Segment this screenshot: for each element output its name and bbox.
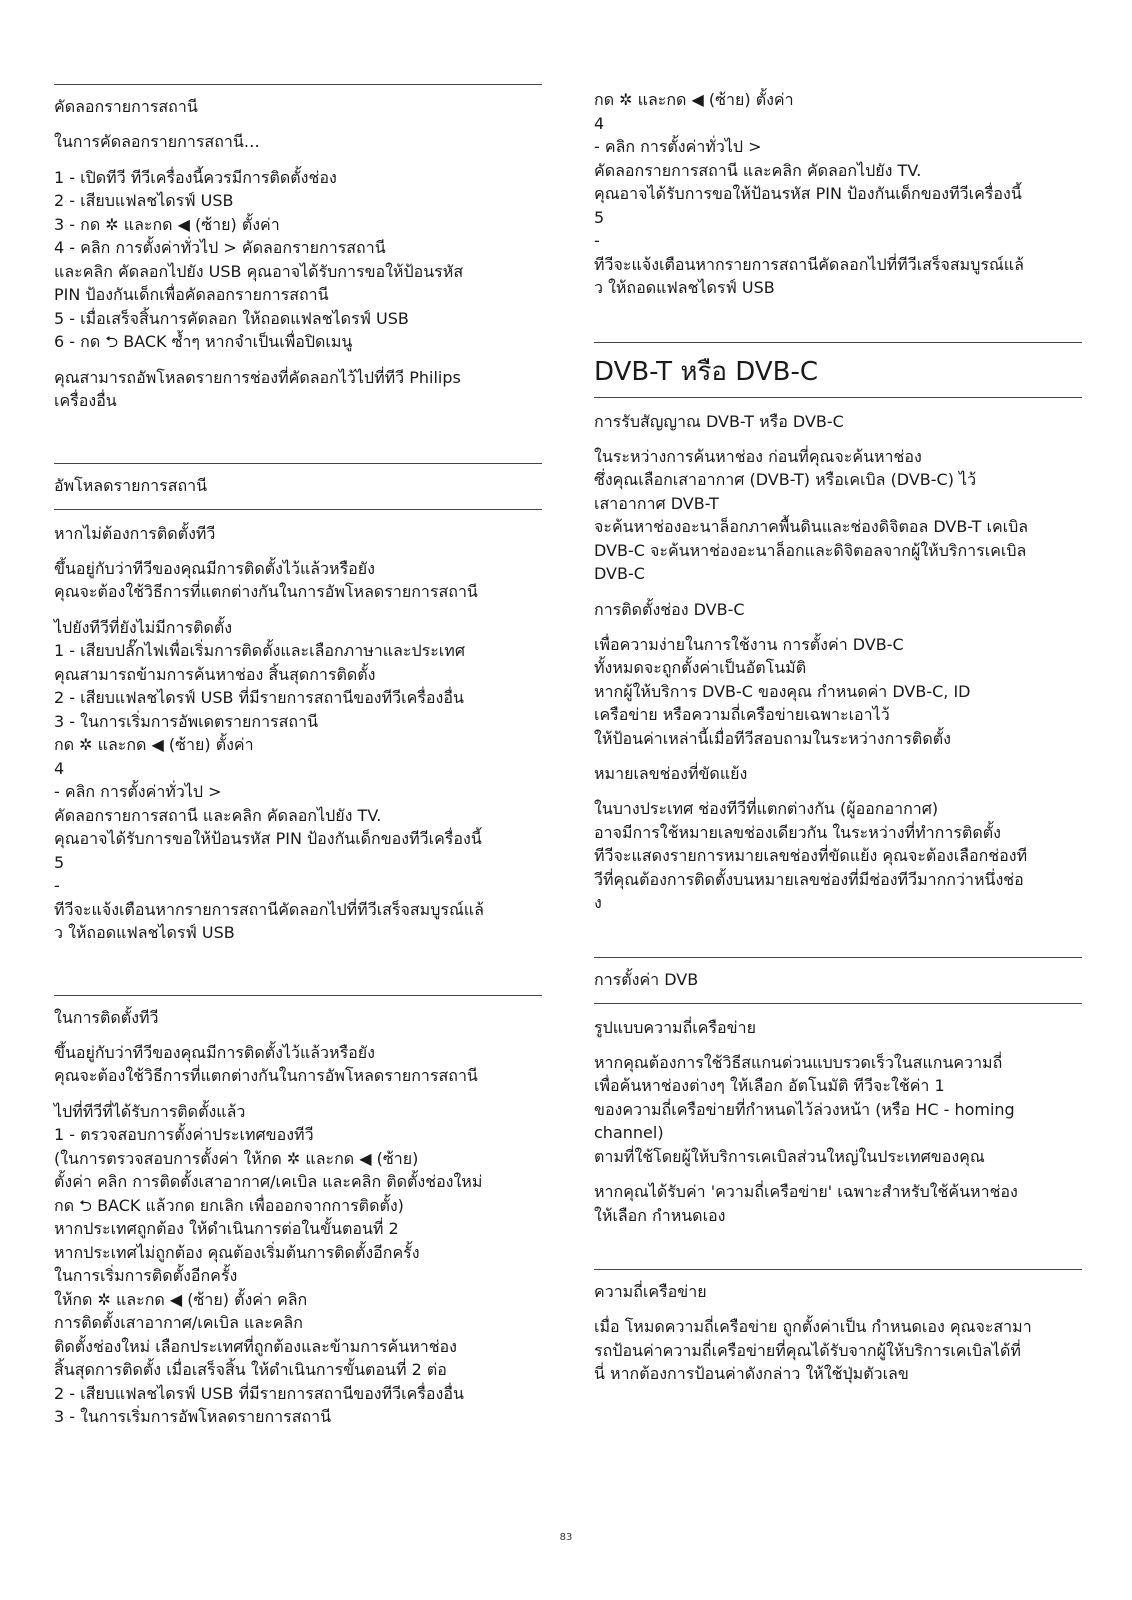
step-line: 4 [54,758,65,778]
step-line: 2 - เสียบแฟลชไดรฟ์ USB [54,191,234,210]
step-line: - คลิก การตั้งค่าทั่วไป > [54,782,222,801]
install-c-text [594,633,1082,751]
step-line: ติดตั้งช่องใหม่ เลือกประเทศที่ถูกต้องและข้ามการค้นหาช่อง [54,1336,457,1356]
step-line: 1 - เสียบปลั๊กไฟเพื่อเริ่มการติดตั้งและเลือกภาษาและประเทศ [54,641,465,660]
text-line: เสาอากาศ DVB-T [594,493,719,513]
freq-mode-text [594,1051,1082,1169]
step-line: หากประเทศไม่ถูกต้อง คุณต้องเริ่มต้นการติดตั้งอีกครั้ง [54,1242,420,1262]
step-line: - [54,876,60,895]
section-title-network-freq: ความถี่เครือข่าย [594,1282,707,1301]
step-line: คุณอาจได้รับการขอให้ป้อนรหัส PIN ป้องกันเด็กของทีวีเครื่องนี้ [54,829,482,848]
section-title-copy-list: คัดลอกรายการสถานี [54,97,198,116]
section-title-upload-list: อัพโหลดรายการสถานี [54,475,208,495]
text-line: เพื่อค้นหาช่องต่างๆ ให้เลือก อัตโนมัติ ทีวีจะใช้ค่า 1 [594,1076,945,1095]
section-divider [594,1269,1082,1270]
step-line: 5 - เมื่อเสร็จสิ้นการคัดลอก ให้ถอดแฟลชไดรฟ์ USB [54,308,409,328]
step-line: ในการเริ่มการติดตั้งอีกครั้ง [54,1266,238,1285]
subsection-divider [594,1003,1082,1004]
step-line: - [594,231,600,250]
text-line: DVB-C [594,564,645,583]
step-line: 3 - กด ✲ และกด ◀ (ซ้าย) ตั้งค่า [54,214,280,234]
step-line: 3 - ในการเริ่มการอัพเดตรายการสถานี [54,711,319,731]
freq-mode-note [594,1180,1082,1227]
step-line: และคลิก คัดลอกไปยัง USB คุณอาจได้รับการขอให้ป้อนรหัส [54,261,464,281]
step-line: ว ให้ถอดแฟลชไดรฟ์ USB [54,923,235,942]
text-line: ง [594,893,602,912]
step-line: กด ✲ และกด ◀ (ซ้าย) ตั้งค่า [54,735,254,754]
subsection-title-install-c: การติดตั้งช่อง DVB-C [594,599,745,619]
text-line: ทีวีจะแสดงรายการหมายเลขช่องที่ขัดแย้ง คุณจะต้องเลือกช่องที [594,846,1028,865]
text-line: คุณจะต้องใช้วิธีการที่แตกต่างกันในการอัพโหลดรายการสถานี [54,1066,478,1085]
text-line: จะค้นหาช่องอะนาล็อกภาคพื้นดินและช่องดิจิตอล DVB-T เคเบิล [594,517,1029,536]
text-line: คุณจะต้องใช้วิธีการที่แตกต่างกันในการอัพโหลดรายการสถานี [54,582,478,601]
step-line: 4 [594,113,605,133]
section-divider [54,995,542,996]
step-line: 5 [54,852,65,872]
step-line: คัดลอกรายการสถานี และคลิก คัดลอกไปยัง TV. [54,805,382,825]
step-line: การติดตั้งเสาอากาศ/เคเบิล และคลิก [54,1313,303,1332]
note-line: คุณสามารถอัพโหลดรายการช่องที่คัดลอกไว้ไปที่ทีวี Philips [54,367,461,387]
copy-list-note [54,366,542,413]
subsection-title-not-installed: หากไม่ต้องการติดตั้งทีวี [54,523,216,543]
text-line: รถป้อนค่าความถี่เครือข่ายที่คุณได้รับจากผู้ให้บริการเคเบิลได้ที่ [594,1340,1021,1360]
text-line: ของความถี่เครือข่ายที่กำหนดไว้ล่วงหน้า (หรือ HC - homing [594,1099,1015,1119]
text-line: ซึ่งคุณเลือกเสาอากาศ (DVB-T) หรือเคเบิล (DVB-C) ไว้ [594,470,977,489]
right-column [594,88,1082,1398]
continued-steps [594,88,1082,300]
chapter-divider [594,342,1082,343]
step-line: 5 [594,207,605,227]
page-number: 83 [559,1532,573,1543]
text-line: ทั้งหมดจะถูกตั้งค่าเป็นอัตโนมัติ [594,658,807,677]
text-line: ให้ป้อนค่าเหล่านี้เมื่อทีวีสอบถามในระหว่างการติดตั้ง [594,728,951,748]
step-line: ไปที่ทีวีที่ได้รับการติดตั้งแล้ว [54,1101,246,1121]
chapter-title-dvb: DVB-T หรือ DVB-C [594,356,819,387]
section-divider [54,463,542,464]
step-line: สิ้นสุดการติดตั้ง เมื่อเสร็จสิ้น ให้ดำเนินการขั้นตอนที่ 2 ต่อ [54,1360,447,1379]
text-line: ขึ้นอยู่กับว่าทีวีของคุณมีการติดตั้งไว้แล้วหรือยัง [54,558,375,578]
text-line: เมื่อ โหมดความถี่เครือข่าย ถูกตั้งค่าเป็น กำหนดเอง คุณจะสามา [594,1317,1032,1336]
left-column [54,84,542,1441]
section-title-installed: ในการติดตั้งทีวี [54,1007,159,1027]
step-line: (ในการตรวจสอบการตั้งค่า ให้กด ✲ และกด ◀ (ซ้าย) [54,1148,419,1168]
text-line: channel) [594,1123,664,1142]
text-line: อาจมีการใช้หมายเลขช่องเดียวกัน ในระหว่างที่ทำการติดตั้ง [594,822,1001,842]
step-line: ทีวีจะแจ้งเตือนหากรายการสถานีคัดลอกไปที่ทีวีเสร็จสมบูรณ์แล้ [594,254,1024,274]
upload-steps [54,616,542,945]
copy-list-intro: ในการคัดลอกรายการสถานี… [54,132,260,151]
text-line: เพื่อความง่ายในการใช้งาน การตั้งค่า DVB-C [594,634,904,654]
text-line: ตามที่ใช้โดยผู้ให้บริการเคเบิลส่วนใหญ่ในประเทศของคุณ [594,1146,985,1166]
step-line: 2 - เสียบแฟลชไดรฟ์ USB ที่มีรายการสถานีของทีวีเครื่องอื่น [54,688,464,707]
step-line: 1 - เปิดทีวี ทีวีเครื่องนี้ควรมีการติดตั้งช่อง [54,167,337,187]
step-line: ไปยังทีวีที่ยังไม่มีการติดตั้ง [54,617,233,637]
text-line: เครือข่าย หรือความถี่เครือข่ายเฉพาะเอาไว้ [594,705,890,724]
step-line: ว ให้ถอดแฟลชไดรฟ์ USB [594,278,775,297]
step-line: ทีวีจะแจ้งเตือนหากรายการสถานีคัดลอกไปที่ทีวีเสร็จสมบูรณ์แล้ [54,899,484,919]
text-line: ในระหว่างการค้นหาช่อง ก่อนที่คุณจะค้นหาช่อง [594,446,922,466]
upload-depends-text [54,557,542,604]
section-divider [594,957,1082,958]
text-line: ขึ้นอยู่กับว่าทีวีของคุณมีการติดตั้งไว้แล้วหรือยัง [54,1042,375,1062]
step-line: ให้กด ✲ และกด ◀ (ซ้าย) ตั้งค่า คลิก [54,1289,308,1309]
step-line: 2 - เสียบแฟลชไดรฟ์ USB ที่มีรายการสถานีของทีวีเครื่องอื่น [54,1383,464,1403]
step-line: ตั้งค่า คลิก การติดตั้งเสาอากาศ/เคเบิล และคลิก ติดตั้งช่องใหม่ [54,1172,483,1191]
text-line: หากผู้ให้บริการ DVB-C ของคุณ กำหนดค่า DVB-C, ID [594,681,971,701]
text-line: หากคุณได้รับค่า 'ความถี่เครือข่าย' เฉพาะสำหรับใช้ค้นหาช่อง [594,1182,1018,1201]
subsection-title-freq-mode: รูปแบบความถี่เครือข่าย [594,1017,756,1037]
step-line: คุณอาจได้รับการขอให้ป้อนรหัส PIN ป้องกันเด็กของทีวีเครื่องนี้ [594,184,1022,203]
section-divider [594,397,1082,398]
step-line: 3 - ในการเริ่มการอัพโหลดรายการสถานี [54,1407,332,1426]
text-line: ให้เลือก กำหนดเอง [594,1205,726,1225]
subsection-divider [54,509,542,510]
step-line: กด ⮌ BACK แล้วกด ยกเลิก เพื่อออกจากการติดตั้ง) [54,1195,404,1215]
text-line: นี่ หากต้องการป้อนค่าดังกล่าว ให้ใช้ปุ่มตัวเลข [594,1364,909,1383]
installed-depends-text [54,1041,542,1088]
subsection-title-reception: การรับสัญญาณ DVB-T หรือ DVB-C [594,411,844,431]
step-line: - คลิก การตั้งค่าทั่วไป > [594,137,762,156]
section-divider [54,84,542,85]
step-line: คัดลอกรายการสถานี และคลิก คัดลอกไปยัง TV. [594,160,922,180]
section-title-dvb-settings: การตั้งค่า DVB [594,969,699,989]
installed-steps [54,1100,542,1429]
step-line: 1 - ตรวจสอบการตั้งค่าประเทศของทีวี [54,1125,314,1144]
step-line: 6 - กด ⮌ BACK ซ้ำๆ หากจำเป็นเพื่อปิดเมนู [54,332,353,351]
step-line: คุณสามารถข้ามการค้นหาช่อง สิ้นสุดการติดตั้ง [54,664,376,684]
text-line: DVB-C จะค้นหาช่องอะนาล็อกและดิจิตอลจากผู้ให้บริการเคเบิล [594,540,1027,560]
network-freq-text [594,1315,1082,1386]
text-line: หากคุณต้องการใช้วิธีสแกนด่วนแบบรวดเร็วในสแกนความถี่ [594,1052,1003,1072]
step-line: หากประเทศถูกต้อง ให้ดำเนินการต่อในขั้นตอนที่ 2 [54,1219,399,1238]
step-line: PIN ป้องกันเด็กเพื่อคัดลอกรายการสถานี [54,285,329,304]
step-line: กด ✲ และกด ◀ (ซ้าย) ตั้งค่า [594,90,794,109]
text-line: วีที่คุณต้องการติดตั้งบนหมายเลขช่องที่มีช่องทีวีมากกว่าหนึ่งช่อ [594,869,1024,889]
note-line: เครื่องอื่น [54,391,117,410]
subsection-title-conflict: หมายเลขช่องที่ขัดแย้ง [594,764,748,783]
step-line: 4 - คลิก การตั้งค่าทั่วไป > คัดลอกรายการสถานี [54,238,386,257]
reception-text [594,445,1082,586]
copy-list-steps [54,166,542,354]
text-line: ในบางประเทศ ช่องทีวีที่แตกต่างกัน (ผู้ออกอากาศ) [594,799,939,818]
conflict-text [594,797,1082,915]
